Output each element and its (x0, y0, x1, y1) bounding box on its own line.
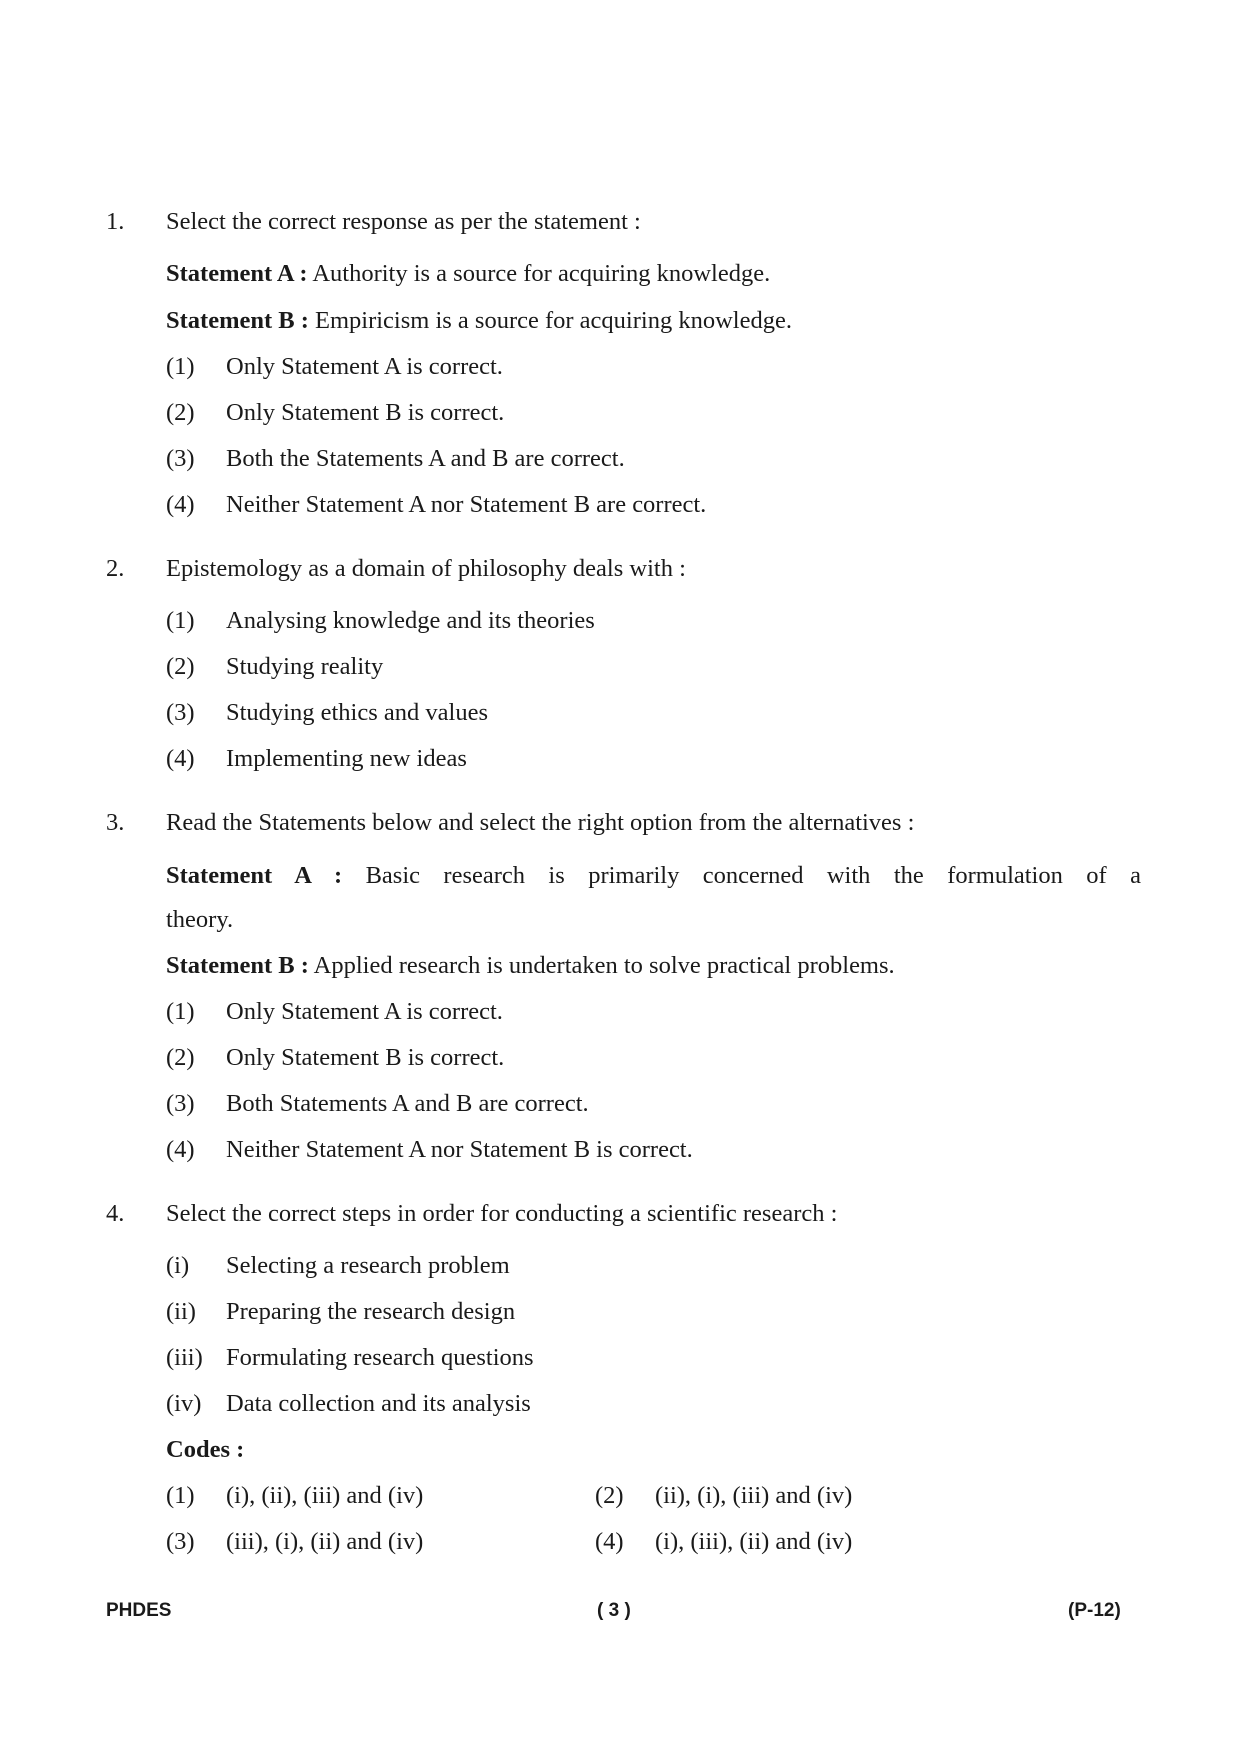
step-2 (166, 1298, 515, 1326)
step-1 (166, 1252, 510, 1280)
question-number: 1. (106, 208, 125, 235)
option-1 (166, 998, 503, 1026)
option-3 (166, 1090, 589, 1118)
statement-a-label: Statement A : (166, 862, 343, 889)
option-number: (3) (166, 445, 195, 472)
question-number: 4. (106, 1200, 125, 1227)
option-text: Only Statement B is correct. (226, 1044, 505, 1071)
step-3 (166, 1344, 534, 1372)
statement-b-label: Statement B : (166, 952, 309, 979)
option-1 (166, 353, 503, 381)
option-text: Analysing knowledge and its theories (226, 607, 595, 634)
footer-page-number: ( 3 ) (597, 1600, 631, 1621)
option-4 (166, 745, 467, 773)
code-option-2 (595, 1482, 852, 1510)
footer-paper-code: PHDES (106, 1600, 172, 1621)
question-text: Select the correct response as per the statement : (166, 208, 641, 235)
step-text: Data collection and its analysis (226, 1390, 531, 1417)
statement-b-label: Statement B : (166, 307, 309, 334)
code-option-4 (595, 1528, 852, 1556)
option-number: (2) (166, 653, 195, 680)
statement-a-line-2: theory. (166, 906, 234, 933)
option-text: Neither Statement A nor Statement B are correct. (226, 491, 707, 518)
option-3 (166, 445, 625, 473)
option-number: (4) (595, 1528, 624, 1555)
option-2 (166, 653, 383, 681)
option-2 (166, 1044, 504, 1072)
statement-b (166, 952, 1141, 980)
option-text: Only Statement A is correct. (226, 998, 503, 1025)
option-text: Both Statements A and B are correct. (226, 1090, 589, 1117)
statement-b (166, 307, 1141, 335)
statement-a (166, 260, 1141, 288)
statement-a-text: Basic research is primarily concerned with the formulation of a (365, 862, 1141, 889)
option-text: Only Statement A is correct. (226, 353, 503, 380)
option-2 (166, 399, 504, 427)
option-number: (1) (166, 1482, 195, 1509)
option-text: (ii), (i), (iii) and (iv) (655, 1482, 853, 1509)
option-4 (166, 1136, 693, 1164)
option-text: Implementing new ideas (226, 745, 467, 772)
option-text: Studying reality (226, 653, 384, 680)
step-text: Formulating research questions (226, 1344, 534, 1371)
option-3 (166, 699, 488, 727)
option-number: (3) (166, 699, 195, 726)
statement-a-label: Statement A : (166, 260, 308, 287)
step-number: (iv) (166, 1390, 202, 1417)
option-1 (166, 607, 595, 635)
option-text: (i), (iii), (ii) and (iv) (655, 1528, 853, 1555)
statement-b-text: Empiricism is a source for acquiring knowledge. (308, 307, 792, 334)
question-text: Epistemology as a domain of philosophy deals with : (166, 555, 686, 582)
footer-booklet-code: (P-12) (1068, 1600, 1121, 1621)
question-number: 3. (106, 809, 125, 836)
option-text: (i), (ii), (iii) and (iv) (226, 1482, 424, 1509)
question-text: Select the correct steps in order for conducting a scientific research : (166, 1200, 838, 1227)
option-number: (1) (166, 607, 195, 634)
option-number: (1) (166, 353, 195, 380)
code-option-1 (166, 1482, 423, 1510)
option-number: (3) (166, 1528, 195, 1555)
option-number: (1) (166, 998, 195, 1025)
statement-a-line-1 (166, 862, 1141, 890)
option-number: (4) (166, 745, 195, 772)
option-text: Only Statement B is correct. (226, 399, 505, 426)
step-number: (ii) (166, 1298, 196, 1325)
statement-b-text: Applied research is undertaken to solve practical problems. (308, 952, 895, 979)
option-number: (2) (166, 399, 195, 426)
option-number: (2) (166, 1044, 195, 1071)
step-text: Preparing the research design (226, 1298, 516, 1325)
codes-label: Codes : (166, 1436, 245, 1463)
step-number: (i) (166, 1252, 190, 1279)
option-number: (4) (166, 491, 195, 518)
code-option-3 (166, 1528, 423, 1556)
option-text: Both the Statements A and B are correct. (226, 445, 625, 472)
step-4 (166, 1390, 531, 1418)
statement-a-text: Authority is a source for acquiring knowledge. (307, 260, 771, 287)
question-text: Read the Statements below and select the right option from the alternatives : (166, 809, 915, 836)
option-number: (3) (166, 1090, 195, 1117)
step-number: (iii) (166, 1344, 203, 1371)
option-number: (4) (166, 1136, 195, 1163)
option-text: Neither Statement A nor Statement B is correct. (226, 1136, 693, 1163)
option-number: (2) (595, 1482, 624, 1509)
question-number: 2. (106, 555, 125, 582)
step-text: Selecting a research problem (226, 1252, 510, 1279)
option-4 (166, 491, 706, 519)
option-text: (iii), (i), (ii) and (iv) (226, 1528, 424, 1555)
option-text: Studying ethics and values (226, 699, 488, 726)
